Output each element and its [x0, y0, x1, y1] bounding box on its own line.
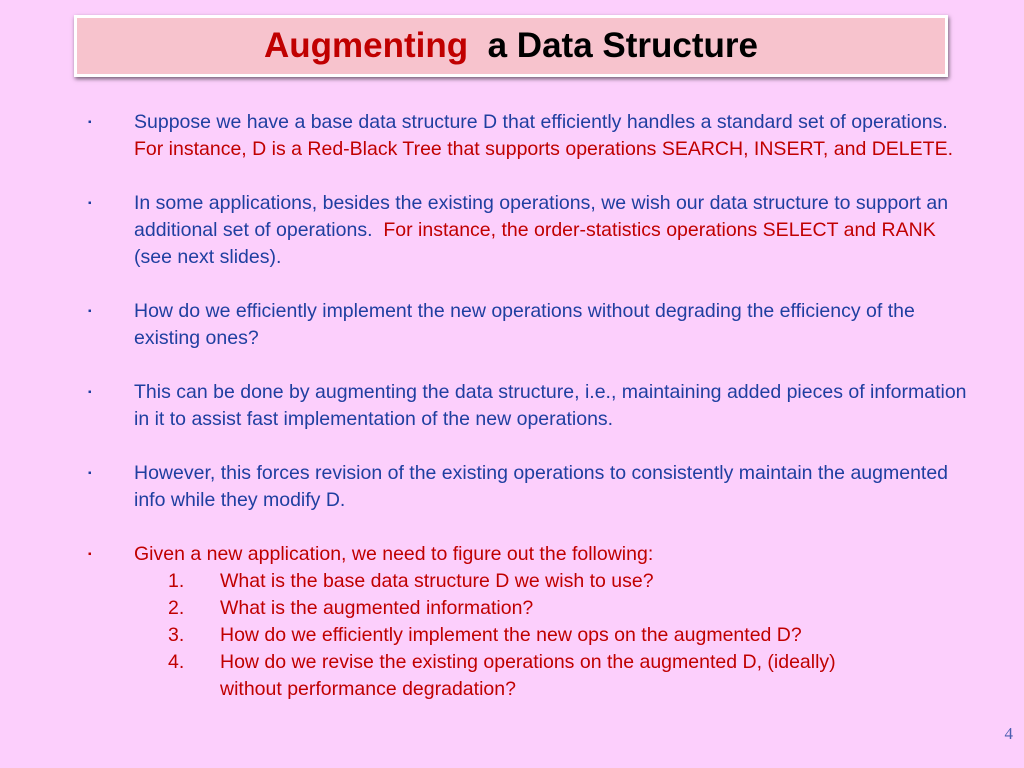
list-number: 1. — [168, 570, 185, 592]
list-number: 4. — [168, 651, 185, 673]
title-rest: a Data Structure — [487, 26, 758, 65]
bullet-marker: ▪ — [88, 198, 92, 209]
list-number: 3. — [168, 624, 185, 646]
bullet-item — [88, 541, 968, 703]
list-item — [134, 649, 968, 703]
bullet-marker: ▪ — [88, 117, 92, 128]
bullet-text-part: (see next slides). — [134, 246, 282, 268]
bullet-marker: ▪ — [88, 549, 92, 560]
bullet-text: This can be done by augmenting the data structure, i.e., maintaining added pieces of information in it to assist fast implementation of the new operations. — [134, 381, 967, 430]
bullet-text: How do we efficiently implement the new operations without degrading the efficiency of the existing ones? — [134, 300, 915, 349]
bullet-marker: ▪ — [88, 468, 92, 479]
bullet-text — [134, 109, 968, 163]
bullet-text-part: Suppose we have a base data structure D that efficiently handles a standard set of operations. — [134, 111, 948, 133]
list-item-text: How do we efficiently implement the new ops on the augmented D? — [220, 624, 802, 646]
bullet-marker: ▪ — [88, 306, 92, 317]
bullet-item — [88, 190, 968, 271]
bullet-marker: ▪ — [88, 387, 92, 398]
bullet-item — [88, 109, 968, 163]
bullet-text — [134, 541, 968, 703]
list-item-text: What is the base data structure D we wish to use? — [220, 570, 654, 592]
list-item-text: How do we revise the existing operations on the augmented D, (ideally) without performance degradation? — [220, 651, 836, 700]
bullet-text-part: In some applications, besides the existing operations, we wish our data structure to support an additional set of operations. — [134, 192, 954, 241]
bullet-item — [88, 460, 968, 514]
bullet-text-part-highlight: For instance, D is a Red-Black Tree that supports operations SEARCH, INSERT, and DELETE. — [134, 138, 953, 160]
title-accent: Augmenting — [264, 26, 469, 65]
bullet-item — [88, 298, 968, 352]
slide-body — [88, 109, 968, 730]
slide-title — [264, 26, 758, 66]
list-item — [134, 568, 968, 595]
list-item-text: What is the augmented information? — [220, 597, 534, 619]
bullet-item — [88, 379, 968, 433]
list-item — [134, 622, 968, 649]
bullet-text-part-highlight: For instance, the order-statistics operations SELECT and RANK — [383, 219, 936, 241]
title-box — [74, 15, 948, 77]
list-number: 2. — [168, 597, 185, 619]
list-item — [134, 595, 968, 622]
bullet-text — [134, 190, 968, 271]
bullet-text: However, this forces revision of the existing operations to consistently maintain the augmented info while they modify D. — [134, 462, 949, 511]
numbered-list — [134, 568, 968, 703]
page-number: 4 — [1004, 724, 1013, 743]
final-bullet-intro: Given a new application, we need to figure out the following: — [134, 543, 654, 565]
